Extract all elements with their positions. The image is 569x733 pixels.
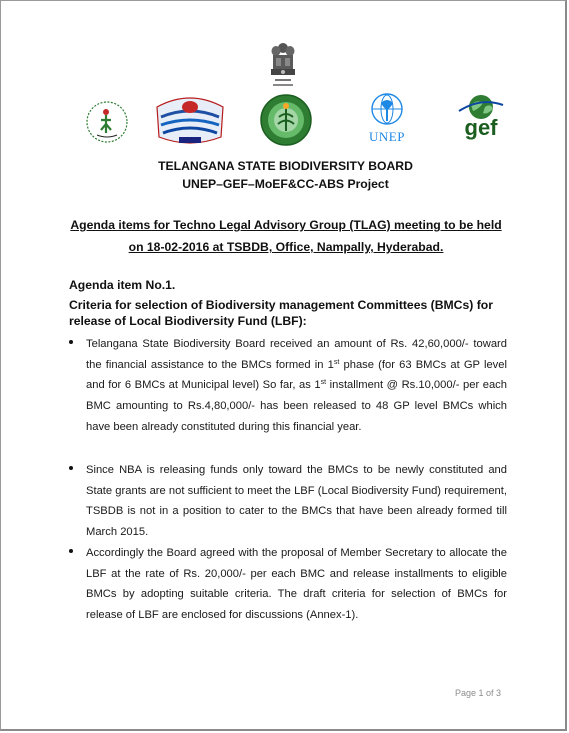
list-item [69,460,507,543]
unep-logo-icon [363,93,411,129]
agenda-title-line1: Agenda items for Techno Legal Advisory Group (TLAG) meeting to be held [70,218,502,232]
list-item [69,543,507,626]
criteria-line1: Criteria for selection of Biodiversity management Committees (BMCs) for [69,298,493,312]
bullet-text-3: Accordingly the Board agreed with the proposal of Member Secretary to allocate the LBF at the rate of Rs. 20,000/- per each BMC and release installments to eligible BMCs by adopting suitable criteria. The draft criteria for selection of BMCs for release of LBF are enclosed for discussions (Annex-1). [86,547,507,622]
gef-logo-text: gef [464,115,498,140]
bullet-icon [69,340,73,344]
unep-logo-text: UNEP [369,129,405,144]
bullet-icon [69,549,73,553]
criteria-line2: release of Local Biodiversity Fund (LBF): [69,314,307,328]
project-title: UNEP–GEF–MoEF&CC-ABS Project [182,177,389,191]
national-emblem-icon [267,41,299,91]
org-title: TELANGANA STATE BIODIVERSITY BOARD [158,159,413,173]
list-item [69,334,507,438]
tsbdb-logo-icon [259,93,313,147]
agenda-item-heading: Agenda item No.1. [69,278,176,292]
bullet-text-1: Telangana State Biodiversity Board received an amount of Rs. 42,60,000/- toward the financial assistance to the BMCs formed in 1st phase (for 63 BMCs at GP level and for 6 BMCs at Municipal level) So far, as 1st installment @ Rs.10,000/- per each BMC amounting to Rs.4,80,000/- has been released to 48 GP level BMCs which have been already constituted during this financial year. [86,338,507,433]
bullet-icon [69,466,73,470]
page-number: Page 1 of 3 [455,688,502,698]
nba-logo-icon [83,99,131,145]
ministry-logo-icon [149,87,231,149]
criteria-heading [69,297,509,329]
agenda-title-line2: on 18-02-2016 at TSBDB, Office, Nampally, Hyderabad. [128,240,444,254]
bullet-text-2: Since NBA is releasing funds only toward the BMCs to be newly constituted and State grants are not sufficient to meet the LBF (Local Biodiversity Fund) requirement, TSBDB is not in a position to cater to the BMCs that have been already formed till March 2015. [86,464,507,539]
